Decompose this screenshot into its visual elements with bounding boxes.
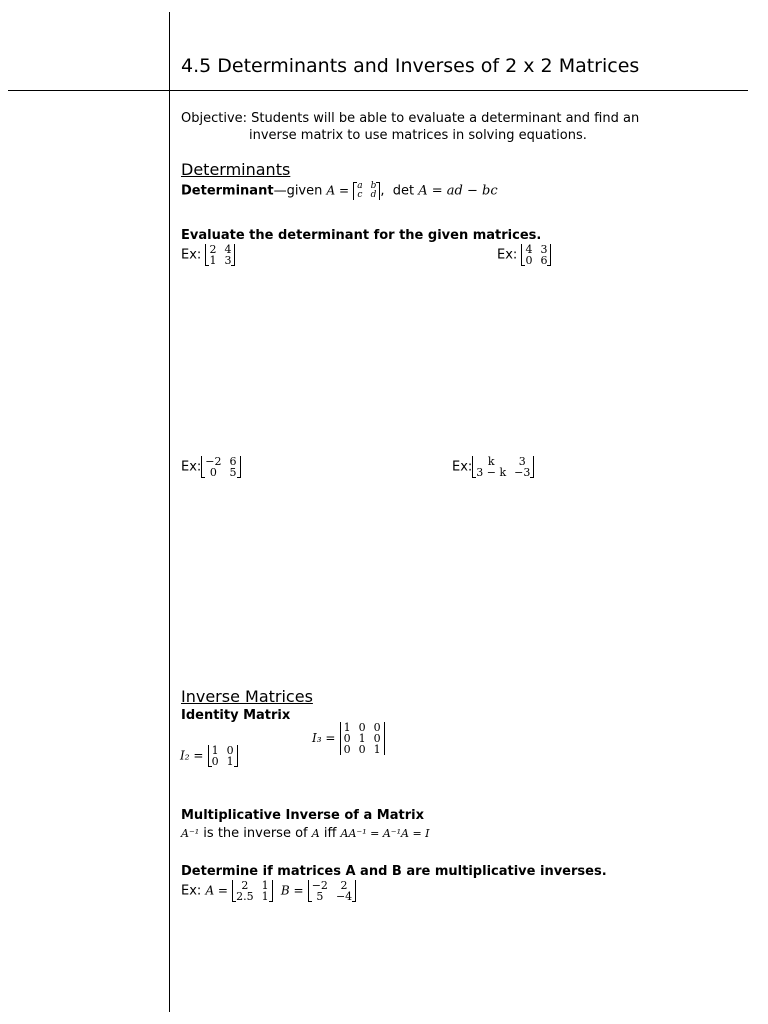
example-1: [181, 244, 235, 266]
i3-matrix: [340, 722, 385, 755]
matrix-bracket-right: [384, 722, 385, 755]
matrix-cell: a: [357, 181, 363, 191]
example-a-b: [181, 880, 356, 902]
matrix-cell: d: [370, 190, 377, 200]
matrix-cell: 1: [209, 254, 217, 267]
identity-3x3: [312, 722, 385, 755]
matrix-cell: −2: [311, 879, 328, 892]
matrix-cell: 1: [373, 743, 381, 756]
iff-text: iff: [319, 826, 341, 841]
matrix-cell: −2: [205, 455, 222, 468]
matrix-bracket-left: [208, 745, 212, 767]
matrix-cell: 2: [340, 879, 348, 892]
matrix-a: [232, 880, 273, 902]
margin-vertical-rule: [169, 12, 170, 1012]
matrix-cell: 6: [540, 254, 548, 267]
matrix-bracket-right: [231, 244, 235, 266]
determinant-definition: [181, 182, 498, 200]
example-label: Ex:: [497, 247, 518, 263]
matrix-cell: 0: [226, 744, 234, 757]
example-4-matrix: [472, 456, 534, 478]
matrix-cell: 0: [211, 755, 219, 768]
definition-comma: ,: [380, 183, 385, 199]
matrix-cell: −4: [335, 890, 353, 903]
matrix-cell: 0: [358, 721, 366, 734]
example-3: [181, 456, 241, 478]
inverse-formula: AA⁻¹ = A⁻¹A = I: [340, 827, 430, 840]
matrix-cell: 1: [358, 732, 366, 745]
matrix-cell: 1: [211, 744, 219, 757]
matrix-cell: 2.5: [236, 890, 254, 903]
i2-matrix: [208, 745, 238, 767]
matrix-b: [308, 880, 356, 902]
matrix-cell: 6: [229, 455, 237, 468]
matrix-cell: 0: [358, 743, 366, 756]
matrix-cell: 1: [261, 879, 269, 892]
example-2-matrix: [521, 244, 551, 266]
example-label: Ex:: [181, 459, 202, 475]
evaluate-instruction: Evaluate the determinant for the given matrices.: [181, 228, 542, 243]
a-symbol: A: [311, 827, 320, 840]
a-equals-label: A =: [205, 883, 228, 898]
matrix-bracket-left: [340, 722, 341, 755]
matrix-cell: 2: [209, 243, 217, 256]
identity-2x2: [180, 745, 238, 767]
matrix-bracket-left: [232, 880, 236, 902]
matrix-cell: 0: [525, 254, 533, 267]
example-label: Ex:: [452, 459, 473, 475]
a-inverse: A⁻¹: [181, 827, 200, 840]
matrix-cell: 2: [241, 879, 249, 892]
matrix-cell: 5: [316, 890, 324, 903]
i2-label: I₂ =: [180, 748, 204, 763]
matrix-cell: 0: [373, 732, 381, 745]
matrix-a-generic: [353, 182, 380, 200]
matrix-cell: b: [370, 181, 377, 191]
matrix-cell: c: [357, 190, 363, 200]
example-2: [497, 244, 551, 266]
matrix-cell: 3 − k: [476, 466, 507, 479]
matrix-cell: 0: [209, 466, 217, 479]
matrix-cell: 5: [229, 466, 237, 479]
matrix-cell: k: [487, 455, 495, 468]
matrix-bracket-left: [201, 456, 205, 478]
example-label: Ex:: [181, 883, 202, 899]
definition-term: Determinant: [181, 183, 274, 199]
matrix-cell: 1: [226, 755, 234, 768]
example-3-matrix: [201, 456, 240, 478]
matrix-bracket-left: [521, 244, 525, 266]
matrix-cell: −3: [514, 466, 531, 479]
i3-label: I₃ =: [312, 731, 336, 745]
identity-matrix-label: Identity Matrix: [181, 708, 291, 723]
matrix-bracket-right: [376, 182, 380, 200]
header-horizontal-rule: [8, 90, 748, 91]
matrix-cell: 3: [518, 455, 526, 468]
matrix-bracket-right: [237, 456, 241, 478]
determine-instruction: Determine if matrices A and B are multiplicative inverses.: [181, 864, 607, 879]
matrix-cell: 0: [373, 721, 381, 734]
page-title: 4.5 Determinants and Inverses of 2 x 2 Matrices: [181, 55, 640, 77]
determinants-heading: Determinants: [181, 160, 291, 179]
definition-a-equals: A =: [326, 183, 350, 198]
definition-dash: —given: [273, 183, 327, 199]
matrix-cell: 4: [224, 243, 232, 256]
matrix-bracket-right: [234, 745, 238, 767]
matrix-cell: 3: [540, 243, 548, 256]
matrix-bracket-left: [353, 182, 357, 200]
matrix-bracket-left: [205, 244, 209, 266]
example-1-matrix: [205, 244, 235, 266]
matrix-bracket-right: [269, 880, 273, 902]
matrix-cell: 1: [343, 721, 351, 734]
objective-line-2: inverse matrix to use matrices in solving equations.: [249, 128, 587, 143]
determinant-formula: A = ad − bc: [418, 183, 498, 199]
matrix-cell: 0: [343, 743, 351, 756]
example-4: [452, 456, 534, 478]
matrix-bracket-right: [352, 880, 356, 902]
matrix-cell: 0: [343, 732, 351, 745]
is-inverse-text: is the inverse of: [199, 826, 312, 841]
matrix-bracket-left: [472, 456, 476, 478]
b-equals-label: B =: [280, 883, 304, 898]
matrix-cell: 3: [224, 254, 232, 267]
multiplicative-inverse-definition: [181, 826, 430, 841]
matrix-bracket-right: [530, 456, 534, 478]
example-label: Ex:: [181, 247, 202, 263]
inverse-matrices-heading: Inverse Matrices: [181, 687, 313, 706]
matrix-cell: 1: [261, 890, 269, 903]
matrix-bracket-right: [547, 244, 551, 266]
objective-line-1: Objective: Students will be able to evaluate a determinant and find an: [181, 111, 640, 126]
definition-det: det: [392, 183, 415, 199]
matrix-bracket-left: [308, 880, 312, 902]
multiplicative-inverse-label: Multiplicative Inverse of a Matrix: [181, 808, 424, 823]
matrix-cell: 4: [525, 243, 533, 256]
